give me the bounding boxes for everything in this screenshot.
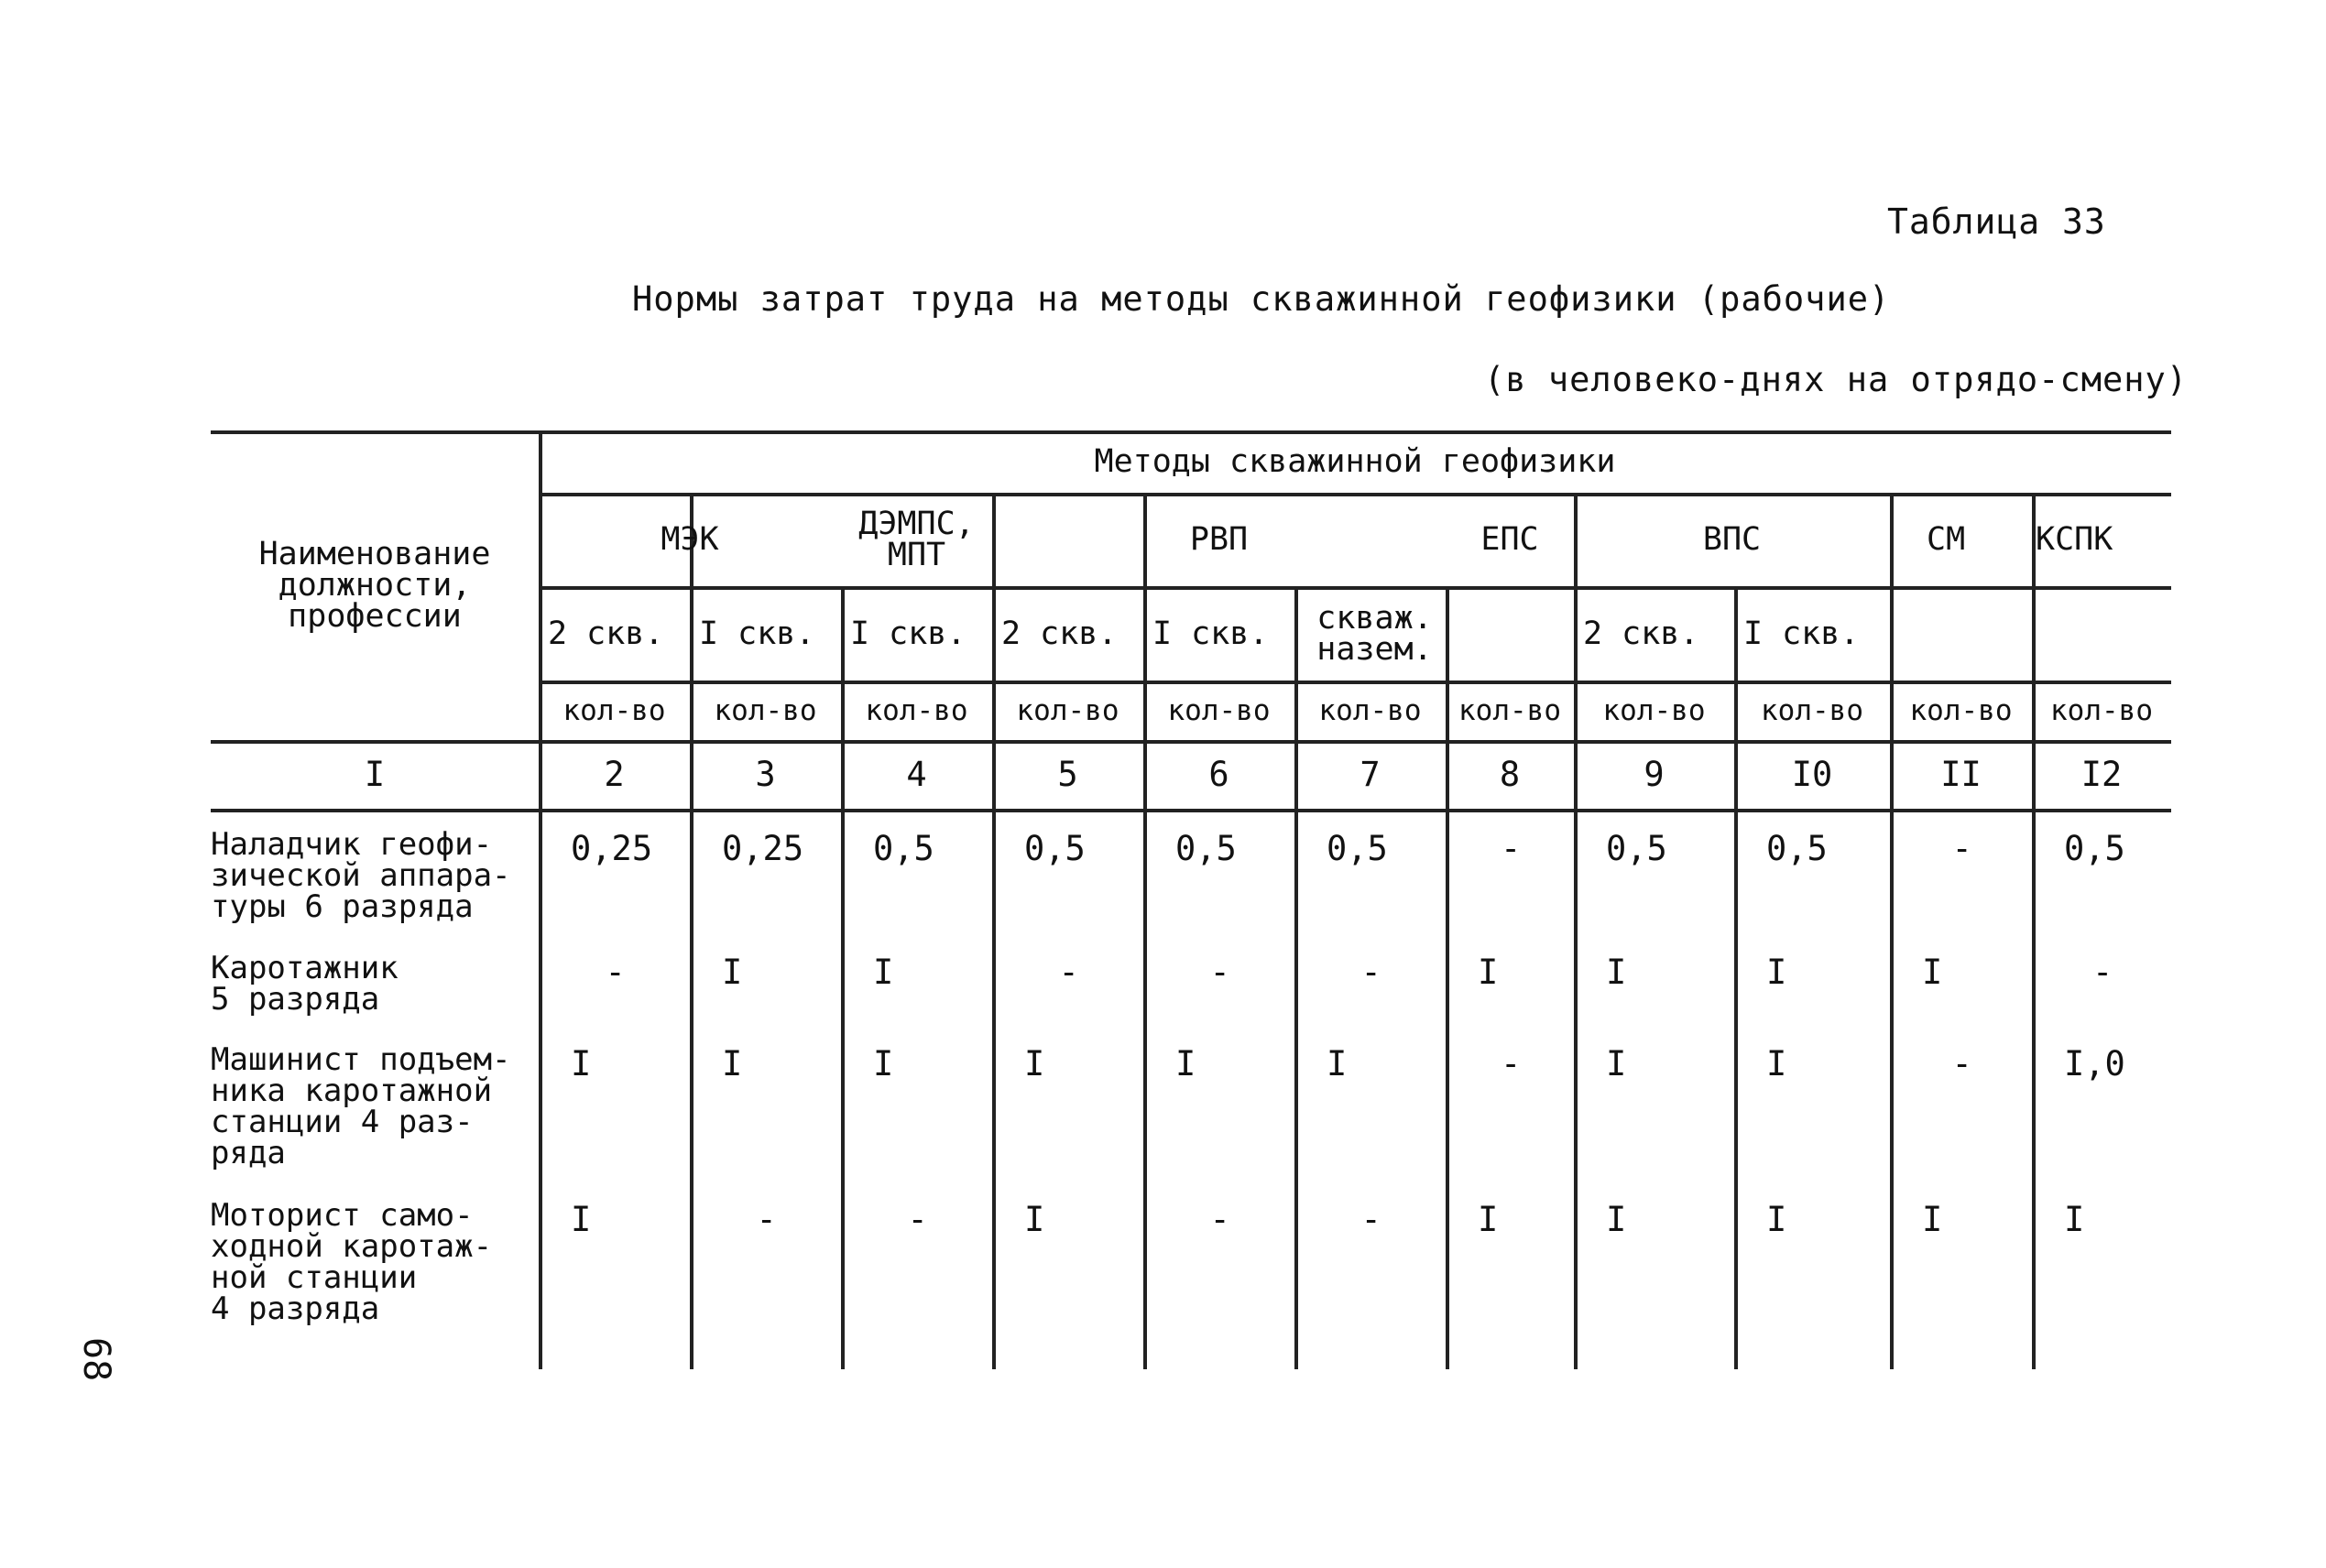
column-number: 8 [1499, 754, 1521, 794]
cell-value: 0,5 [1327, 829, 1388, 868]
column-number: I0 [1791, 754, 1833, 794]
sub-header: I скв. [1152, 615, 1269, 652]
sub-header [1890, 586, 2032, 681]
qty-header: кол-во [1318, 693, 1422, 727]
column-number: I2 [2080, 754, 2123, 794]
cell-value: I [1922, 1200, 1943, 1239]
row-position-name: Машинист подъем- ника каротажной станции 4 раз- ряда [211, 1041, 511, 1171]
column-number: 3 [755, 754, 776, 794]
qty-header: кол-во [2050, 693, 2153, 727]
cell-value: I [1478, 953, 1499, 992]
qty-header: кол-во [562, 693, 666, 727]
empty-value: - [1209, 1200, 1230, 1239]
cell-value: I [1327, 1044, 1348, 1083]
empty-value: - [1058, 953, 1079, 992]
sub-header: 2 скв. [1001, 615, 1118, 652]
sub-header: I скв. [850, 615, 966, 652]
table-units: (в человеко-днях на отрядо-смену) [1484, 360, 2189, 399]
column-number: 9 [1643, 754, 1665, 794]
cell-value: I [1024, 1200, 1045, 1239]
method-header: ДЭМПС, МПТ [858, 506, 975, 573]
sub-header [1446, 586, 1574, 681]
empty-value: - [2092, 953, 2113, 992]
row-position-name: Наладчик геофи- зической аппара- туры 6 разряда [211, 826, 511, 925]
qty-header: кол-во [1602, 693, 1706, 727]
column-number: I [364, 754, 386, 794]
empty-value: - [1360, 1200, 1381, 1239]
empty-value: - [605, 953, 626, 992]
cell-value: I [873, 1044, 894, 1083]
cell-value: I [1766, 953, 1787, 992]
position-column-header: Наименование должности, профессии [258, 536, 491, 635]
row-position-name: Моторист само- ходной каротаж- ной станции 4 разряда [211, 1197, 493, 1327]
cell-value: I [1766, 1044, 1787, 1083]
cell-value: 0,25 [722, 829, 804, 868]
cell-value: I [722, 1044, 743, 1083]
sub-header: 2 скв. [548, 615, 664, 652]
method-header: МЭК [661, 521, 719, 558]
cell-value: I [571, 1044, 592, 1083]
page-number: 68 [75, 1337, 117, 1382]
method-header: ЕПС [1480, 521, 1539, 558]
cell-value: I [1606, 1200, 1627, 1239]
column-number: 5 [1057, 754, 1078, 794]
cell-value: 0,5 [2064, 829, 2125, 868]
table-title: Нормы затрат труда на методы скважинной геофизики (рабочие) [632, 279, 1891, 319]
table-label: Таблица 33 [1887, 201, 2106, 242]
sub-header: I скв. [1743, 615, 1860, 652]
method-header: РВП [1189, 521, 1249, 558]
column-number: II [1940, 754, 1982, 794]
cell-value: I [1175, 1044, 1196, 1083]
empty-value: - [756, 1200, 777, 1239]
sub-header: I скв. [699, 615, 815, 652]
cell-value: I,0 [2064, 1044, 2125, 1083]
cell-value: 0,5 [873, 829, 934, 868]
column-number: 7 [1360, 754, 1381, 794]
empty-value: - [907, 1200, 928, 1239]
method-header: ВПС [1702, 521, 1762, 558]
column-number: 2 [604, 754, 625, 794]
method-header: СМ [1927, 521, 1966, 558]
cell-value: 0,5 [1175, 829, 1237, 868]
method-header: КСПК [2036, 521, 2113, 558]
row-position-name: Каротажник 5 разряда [211, 950, 399, 1018]
qty-header: кол-во [1761, 693, 1863, 727]
sub-header: 2 скв. [1583, 615, 1699, 652]
qty-header: кол-во [865, 693, 968, 727]
cell-value: I [2064, 1200, 2085, 1239]
empty-value: - [1951, 1044, 1972, 1083]
empty-value: - [1501, 829, 1522, 868]
cell-value: 0,5 [1024, 829, 1086, 868]
cell-value: I [1478, 1200, 1499, 1239]
empty-value: - [1501, 1044, 1522, 1083]
cell-value: I [571, 1200, 592, 1239]
column-number: 4 [906, 754, 927, 794]
qty-header: кол-во [714, 693, 817, 727]
qty-header: кол-во [1458, 693, 1561, 727]
cell-value: 0,5 [1766, 829, 1828, 868]
qty-header: кол-во [1909, 693, 2013, 727]
cell-value: I [873, 953, 894, 992]
cell-value: I [722, 953, 743, 992]
sub-header: скваж. назем. [1316, 599, 1433, 668]
methods-group-header: Методы скважинной геофизики [1094, 443, 1616, 480]
sub-header [2032, 586, 2171, 681]
qty-header: кол-во [1167, 693, 1271, 727]
cell-value: I [1922, 953, 1943, 992]
empty-value: - [1209, 953, 1230, 992]
cell-value: I [1606, 953, 1627, 992]
empty-value: - [1951, 829, 1972, 868]
column-number: 6 [1208, 754, 1229, 794]
empty-value: - [1360, 953, 1381, 992]
cell-value: I [1606, 1044, 1627, 1083]
qty-header: кол-во [1016, 693, 1119, 727]
cell-value: 0,5 [1606, 829, 1667, 868]
cell-value: I [1024, 1044, 1045, 1083]
cell-value: I [1766, 1200, 1787, 1239]
cell-value: 0,25 [571, 829, 653, 868]
rule-line [211, 809, 2171, 812]
